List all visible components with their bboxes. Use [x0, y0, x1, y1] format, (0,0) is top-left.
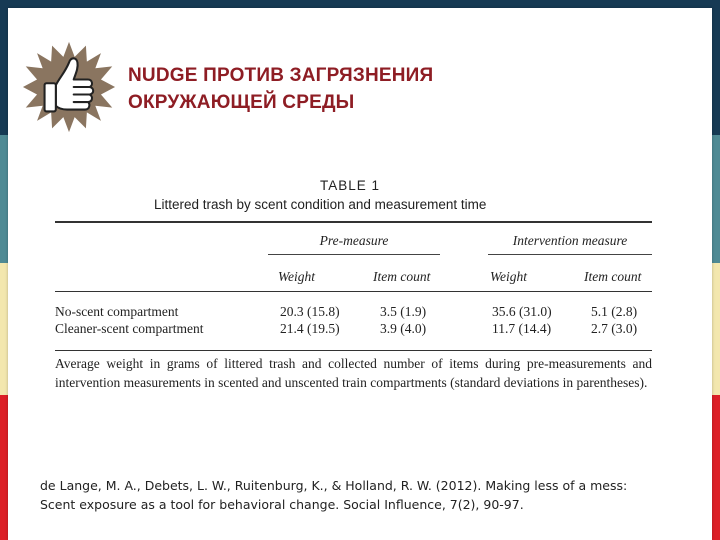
group-header-pre-measure: Pre-measure: [319, 233, 389, 248]
column-header-weight-pre: Weight: [278, 269, 315, 284]
column-header-item-count-intervention: Item count: [584, 269, 642, 284]
table-header-rule: [55, 291, 652, 292]
citation-line-1: de Lange, M. A., Debets, L. W., Ruitenburg, K., & Holland, R. W. (2012). Making less of a mess:: [40, 478, 628, 493]
table-cell: 11.7 (14.4): [492, 321, 552, 336]
table-cell: 21.4 (19.5): [280, 321, 340, 336]
table-row: [55, 321, 655, 339]
slide-title: [128, 62, 433, 116]
table-cell: 20.3 (15.8): [280, 304, 340, 319]
table-cell: 2.7 (3.0): [591, 321, 638, 336]
group-header-intervention-measure: Intervention measure: [512, 233, 628, 248]
thumbs-up-icon: [22, 40, 116, 134]
table-note: Average weight in grams of littered trash and collected number of items during pre-measurements and intervention measurements in scented and unscented train compartments (standard deviations in parentheses).: [55, 356, 652, 390]
table-cell: 35.6 (31.0): [492, 304, 552, 319]
table-cell: 3.9 (4.0): [380, 321, 427, 336]
table-subtitle: Littered trash by scent condition and measurement time: [154, 197, 487, 212]
column-header-weight-intervention: Weight: [490, 269, 527, 284]
citation: [40, 476, 690, 514]
group-rule-pre-measure: [268, 254, 440, 255]
slide-title-line-2: ОКРУЖАЮЩЕЙ СРЕДЫ: [128, 92, 355, 113]
table-cell: 5.1 (2.8): [591, 304, 638, 319]
slide-title-line-1: NUDGE ПРОТИВ ЗАГРЯЗНЕНИЯ: [128, 65, 434, 86]
group-rule-intervention-measure: [488, 254, 652, 255]
row-label: Cleaner-scent compartment: [55, 321, 204, 336]
table-row: [55, 304, 655, 322]
table-caption: TABLE 1: [319, 178, 381, 193]
citation-line-2: Scent exposure as a tool for behavioral change. Social Influence, 7(2), 90-97.: [40, 497, 524, 512]
row-label: No-scent compartment: [55, 304, 179, 319]
column-header-item-count-pre: Item count: [373, 269, 431, 284]
table-bottom-rule: [55, 350, 652, 351]
table-top-rule: [55, 221, 652, 223]
table-cell: 3.5 (1.9): [380, 304, 427, 319]
